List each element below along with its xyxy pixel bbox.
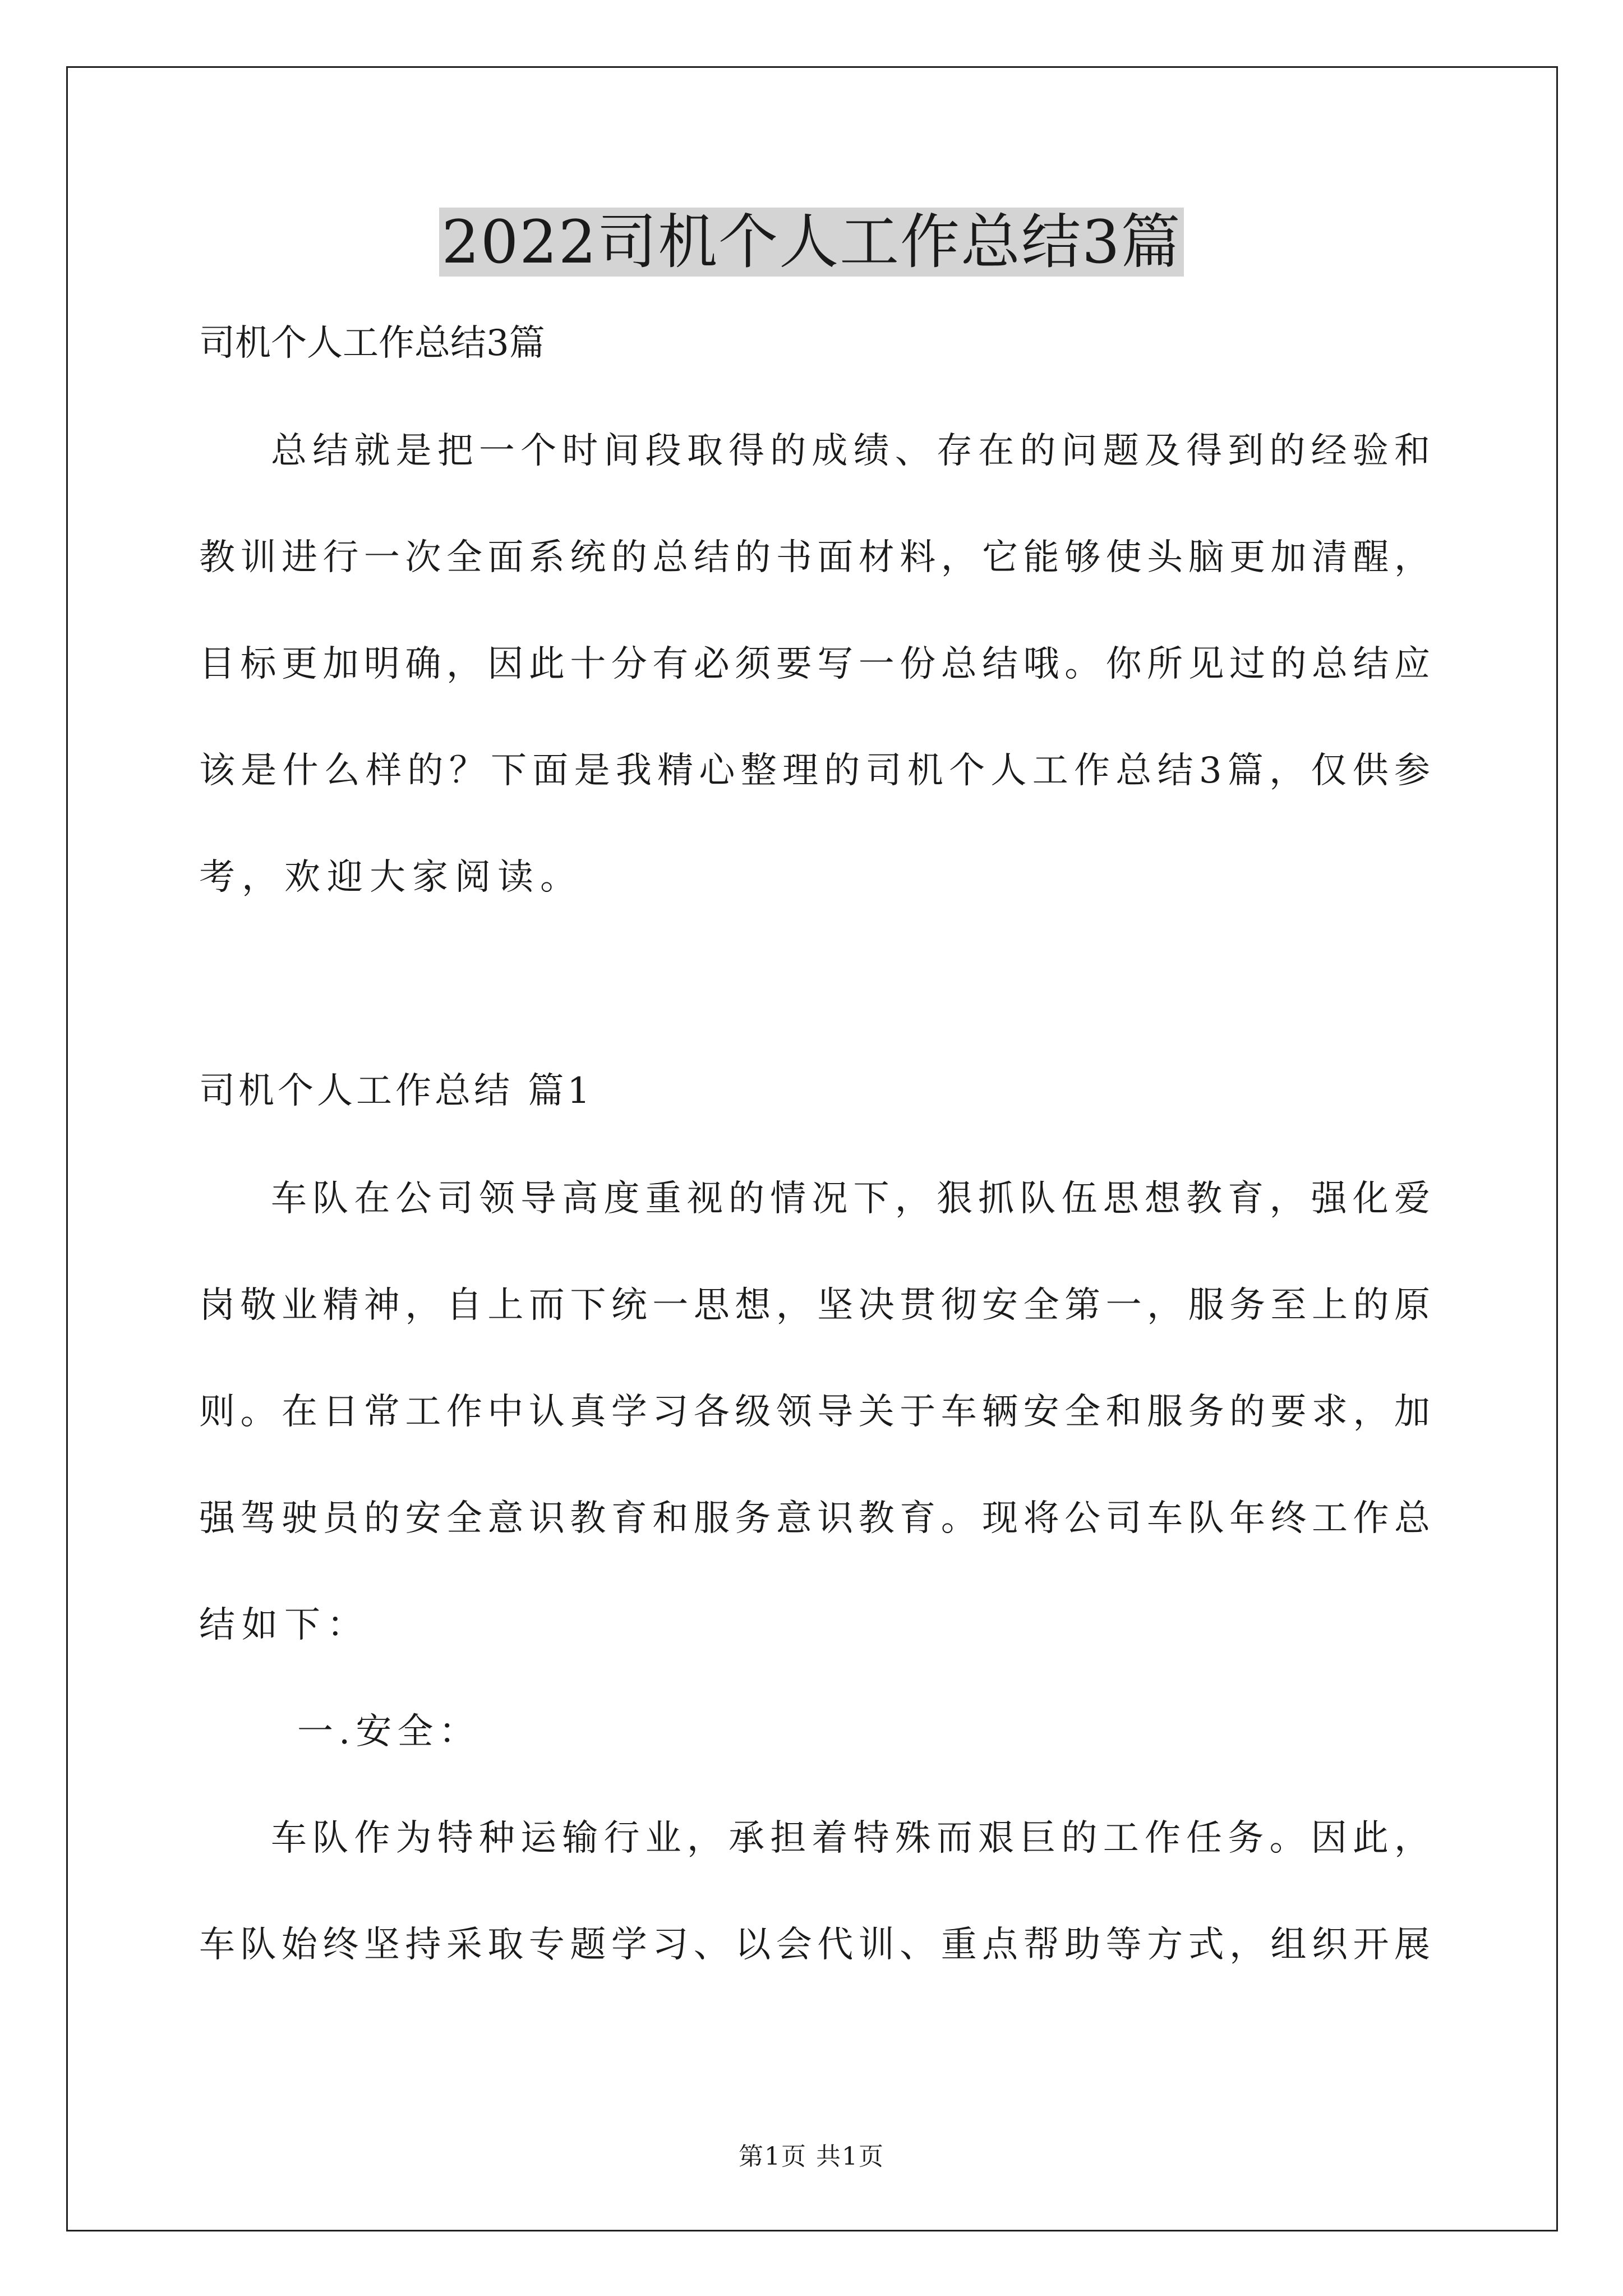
intro-line: 该是什么样的？下面是我精心整理的司机个人工作总结3篇，仅供参 (199, 750, 1430, 792)
intro-line: 目标更加明确，因此十分有必须要写一份总结哦。你所见过的总结应 (199, 643, 1430, 685)
page-footer (0, 2140, 1623, 2174)
section-line: 岗敬业精神，自上而下统一思想，坚决贯彻安全第一，服务至上的原 (199, 1285, 1430, 1326)
section-line: 车队在公司领导高度重视的情况下，狠抓队伍思想教育，强化爱 (271, 1178, 1430, 1220)
page-border (66, 66, 1558, 2231)
safety-line: 车队始终坚持采取专题学习、以会代训、重点帮助等方式，组织开展 (199, 1924, 1430, 1966)
page-info: 第1页 共1页 (739, 2142, 884, 2171)
intro-line: 考，欢迎大家阅读。 (199, 857, 583, 898)
section-heading: 司机个人工作总结 篇1 (199, 1070, 594, 1112)
intro-line: 教训进行一次全面系统的总结的书面材料，它能够使头脑更加清醒， (199, 537, 1430, 578)
intro-line: 总结就是把一个时间段取得的成绩、存在的问题及得到的经验和 (271, 430, 1430, 472)
section-line: 则。在日常工作中认真学习各级领导关于车辆安全和服务的要求，加 (199, 1391, 1430, 1433)
safety-line: 车队作为特种运输行业，承担着特殊而艰巨的工作任务。因此， (271, 1818, 1430, 1859)
section-line: 结如下： (199, 1604, 370, 1646)
section-line: 强驾驶员的安全意识教育和服务意识教育。现将公司车队年终工作总 (199, 1498, 1430, 1539)
subheading-safety: 一.安全： (297, 1711, 481, 1752)
document-title (0, 203, 1623, 282)
document-title-text: 2022司机个人工作总结3篇 (439, 208, 1183, 277)
document-subtitle: 司机个人工作总结3篇 (199, 323, 545, 364)
